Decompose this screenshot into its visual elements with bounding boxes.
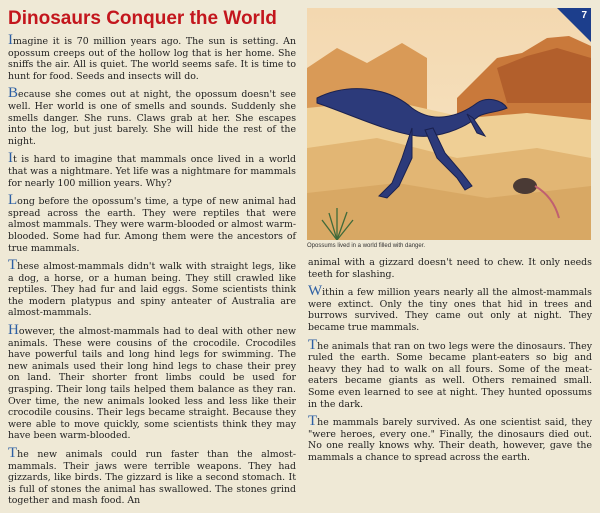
paragraph-text: t is hard to imagine that mammals once lived in a world that was a nightmare. Yet life was a nightmare for mammals for nearly 100 million years. Why? [8, 154, 296, 189]
paragraph [8, 32, 296, 82]
paragraph [8, 322, 296, 442]
drop-cap: W [308, 283, 323, 300]
paragraph-text: he new animals could run faster than the almost-mammals. Their jaws were terrible weapons. They had gizzards, like birds. The gizzard is like a second stomach. It is full of stones the animal has swallowed. The stones grind together and mash food. An [8, 449, 296, 507]
paragraph-text: animal with a gizzard doesn't need to chew. It only needs teeth for slashing. [308, 257, 592, 280]
left-column [8, 32, 296, 513]
drop-cap: L [8, 192, 18, 209]
paragraph [308, 413, 592, 463]
paragraph [308, 256, 592, 280]
drop-cap: T [308, 336, 318, 353]
image-caption: Opossums lived in a world filled with danger. [307, 243, 426, 249]
drop-cap: I [8, 32, 13, 48]
paragraph [8, 257, 296, 319]
paragraph-text: owever, the almost-mammals had to deal with other new animals. These were cousins of the crocodile. Crocodiles have powerful tails and long hind legs for swimming. The new animals used their long hind legs to chase their prey on land. Their shorter front limbs could be used for grasping. Their long tails helped them balance as they ran. Over time, the new animals looked less and less like their crocodile cousins. Their legs became straight. Because they were able to move quickly, some scientists think they may have been warm-blooded. [8, 326, 296, 442]
paragraph-text: ecause she comes out at night, the opossum doesn't see well. Her world is one of smells and sounds. Suddenly she smells danger. She runs. Claws grab at her. She escapes into the log, but just barely. She will hide the rest of the night. [8, 89, 296, 147]
dinosaur-illustration [307, 8, 591, 240]
paragraph [8, 85, 296, 147]
paragraph-text: ithin a few million years nearly all the almost-mammals were extinct. Only the tiny ones that hid in trees and burrows survived. They came out only at night. They became true mammals. [308, 287, 592, 333]
right-column [308, 256, 592, 470]
paragraph-text: hese almost-mammals didn't walk with straight legs, like a dog, a horse, or a human being. They still crawled like reptiles. They had fur and laid eggs. Some scientists think the modern platypus and spiny anteater of Australia are almost-mammals. [8, 261, 296, 319]
paragraph [8, 192, 296, 254]
paragraph-text: ong before the opossum's time, a type of new animal had spread across the earth. They were reptiles that were almost mammals. They were warm-blooded or almost warm-blooded. Some had fur. Among them were the ancestors of true mammals. [8, 196, 296, 254]
drop-cap: T [8, 257, 18, 274]
paragraph [308, 336, 592, 411]
drop-cap: H [8, 322, 19, 339]
paragraph [8, 445, 296, 507]
desert-scene-image [307, 8, 591, 240]
page-title: Dinosaurs Conquer the World [8, 8, 277, 29]
paragraph [8, 150, 296, 189]
drop-cap: B [8, 85, 19, 102]
paragraph-text: he animals that ran on two legs were the dinosaurs. They ruled the earth. Some became plant-eaters so big and heavy they had to walk on all fours. Some of the meat-eaters became giants as well. Others remained small. Some even learned to see at night. They hunted opossums in the dark. [308, 340, 592, 410]
page-number: 7 [581, 10, 587, 21]
paragraph [308, 283, 592, 333]
drop-cap: I [8, 150, 13, 167]
paragraph-text: magine it is 70 million years ago. The sun is setting. An opossum creeps out of the hollow log that is her home. She sniffs the air. All is quiet. The world seems safe. It is time to hunt for food. Seeds and insects will do. [8, 36, 296, 82]
drop-cap: T [308, 413, 318, 430]
drop-cap: T [8, 445, 18, 461]
paragraph-text: he mammals barely survived. As one scientist said, they "were heroes, every one." Finally, the dinosaurs died out. No one really knows why. Their death, however, gave the mammals a chance to spread across the earth. [308, 417, 592, 463]
